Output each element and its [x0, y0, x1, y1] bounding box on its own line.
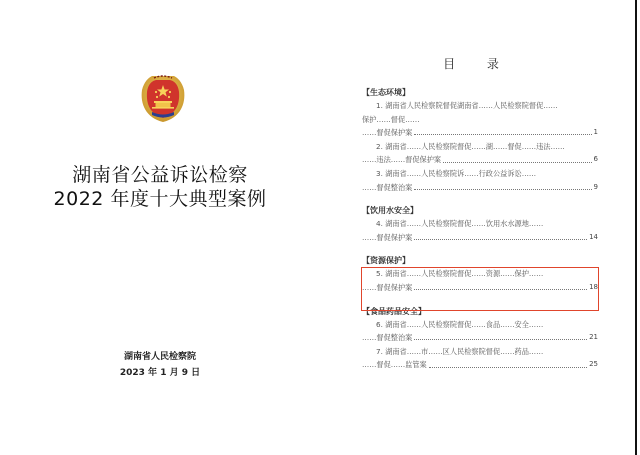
toc-section-heading: 【食品药品安全】 — [362, 306, 426, 316]
cover-date: 2023 年 1 月 9 日 — [119, 368, 201, 378]
toc-entry[interactable] — [362, 217, 598, 244]
procuratorate-emblem-icon — [138, 72, 188, 124]
toc-entry[interactable] — [362, 318, 598, 345]
toc-page-number: 21 — [589, 333, 598, 342]
cover-title-line1: 湖南省公益诉讼检察 — [72, 164, 248, 186]
toc-entry-text: 5. 湖南省……人民检察院督促……资源……保护…… — [376, 269, 544, 279]
cover-organization: 湖南省人民检察院 — [123, 352, 196, 362]
leader-dots — [414, 134, 591, 135]
toc-entry-text: 3. 湖南省……人民检察院诉……行政公益诉讼…… — [376, 168, 537, 178]
toc-entry-text: ……督促……监管案 — [362, 360, 427, 370]
toc-section-heading: 【生态环境】 — [362, 88, 410, 97]
table-of-contents — [362, 86, 598, 372]
toc-entry-text: 2. 湖南省……人民检察院督促……湖……督促……违法…… — [376, 141, 565, 151]
toc-entry[interactable] — [362, 140, 598, 167]
toc-section-heading: 【饮用水安全】 — [362, 206, 418, 216]
leader-dots — [414, 239, 587, 240]
toc-entry-text: 6. 湖南省……人民检察院督促……食品……安全…… — [376, 319, 544, 329]
toc-entry[interactable] — [362, 167, 598, 194]
toc-section-heading-highlighted: 【资源保护】 — [362, 256, 410, 266]
toc-entry-text: 7. 湖南省……市……区人民检察院督促……药品…… — [376, 346, 544, 356]
toc-page-number: 14 — [589, 232, 598, 241]
toc-page-number: 9 — [593, 182, 598, 191]
highlight-box — [361, 267, 599, 311]
toc-entry[interactable] — [362, 99, 598, 140]
leader-dots — [443, 162, 591, 163]
toc-page-number: 1 — [593, 128, 598, 137]
toc-entry-text: ……督促整治案 — [362, 182, 413, 192]
toc-entry-text: ……督促保护案 — [362, 232, 413, 242]
leader-dots — [414, 339, 587, 340]
toc-entry[interactable] — [362, 345, 598, 372]
leader-dots — [429, 367, 587, 368]
leader-dots — [414, 189, 591, 190]
toc-page-number: 6 — [593, 155, 598, 164]
toc-entry-text: ……违法……督促保护案 — [362, 155, 442, 165]
toc-entry-text: ……督促保护案 — [362, 282, 413, 292]
toc-page-number: 25 — [589, 360, 598, 369]
toc-entry-text: 4. 湖南省……人民检察院督促……饮用水水源地…… — [376, 219, 544, 229]
cover-title-line2: 2022 年度十大典型案例 — [53, 188, 267, 210]
page-edge-line — [635, 0, 637, 455]
toc-entry-text: 1. 湖南省人民检察院督促湖南省……人民检察院督促…… — [376, 101, 558, 110]
toc-entry-text: ……督促保护案 — [362, 128, 413, 138]
toc-page-number: 18 — [589, 282, 598, 291]
toc-title: 目 录 — [443, 57, 513, 71]
toc-entry-text: 保护……督促…… — [362, 114, 420, 124]
toc-entry-text: ……督促整治案 — [362, 333, 413, 343]
